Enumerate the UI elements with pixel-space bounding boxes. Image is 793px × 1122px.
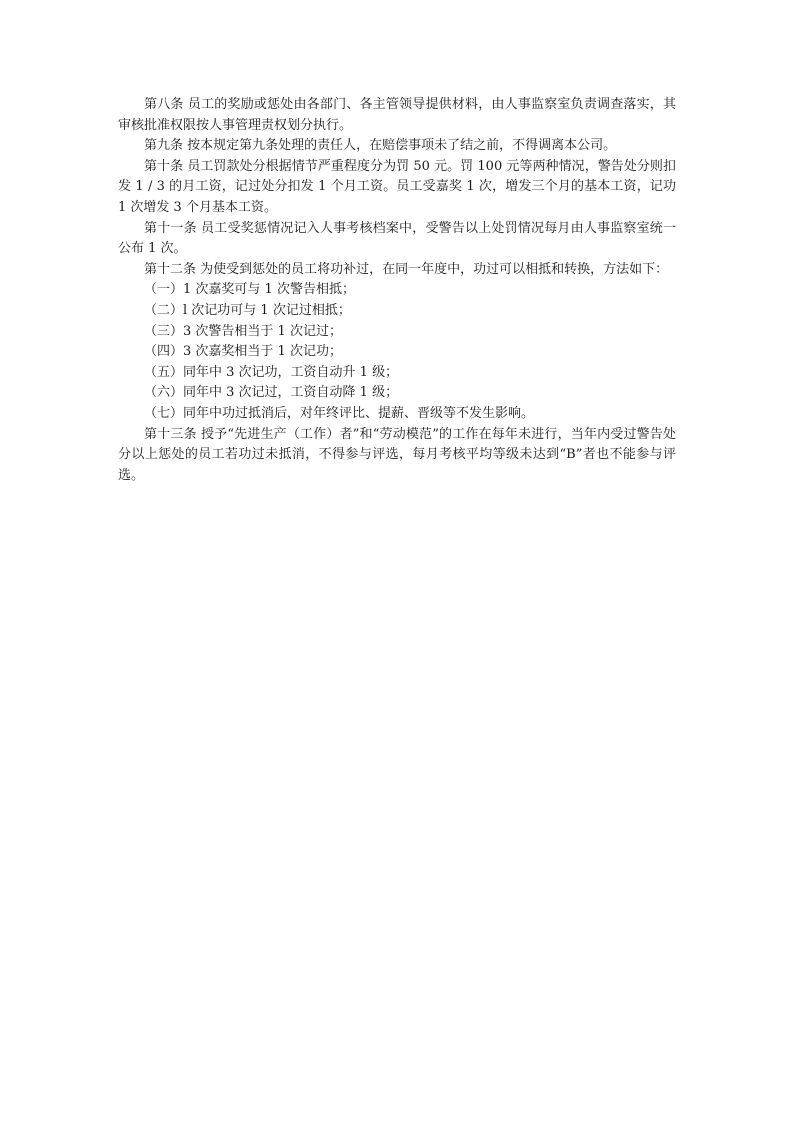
list-item-7: （七）同年中功过抵消后，对年终评比、提薪、晋级等不发生影响。 <box>144 405 535 421</box>
article-13-paragraph: 第十三条 授予“先进生产（工作）者”和“劳动模范”的工作在每年未进行，当年内受过警告处分以上惩处的员工若功过未抵消，不得参与评选，每月考核平均等级未达到“B”者也不能参与评选。 <box>118 426 676 483</box>
list-item-5: （五）同年中 3 次记功，工资自动升 1 级； <box>144 364 399 380</box>
list-item-3: （三）3 次警告相当于 1 次记过； <box>144 323 342 339</box>
article-12-paragraph: 第十二条 为使受到惩处的员工将功补过，在同一年度中，功过可以相抵和转换，方法如下： <box>144 261 669 277</box>
list-item-1: （一）1 次嘉奖可与 1 次警告相抵； <box>144 282 355 298</box>
list-item-4: （四）3 次嘉奖相当于 1 次记功； <box>144 344 342 360</box>
article-10-paragraph: 第十条 员工罚款处分根据情节严重程度分为罚 50 元。罚 100 元等两种情况，警告处分则扣发 1 / 3 的月工资，记过处分扣发 1 个月工资。员工受嘉奖 1 次，增发三个月的基本工资，记功 1 次增发 3 个月基本工资。 <box>118 158 676 215</box>
article-11-paragraph: 第十一条 员工受奖惩情况记入人事考核档案中，受警告以上处罚情况每月由人事监察室统一公布 1 次。 <box>118 220 676 257</box>
list-item-6: （六）同年中 3 次记过，工资自动降 1 级； <box>144 385 399 401</box>
document-body <box>118 95 676 486</box>
article-9-paragraph: 第九条 按本规定第九条处理的责任人，在赔偿事项未了结之前，不得调离本公司。 <box>144 138 617 154</box>
article-8-paragraph: 第八条 员工的奖励或惩处由各部门、各主管领导提供材料，由人事监察室负责调查落实，其审核批准权限按人事管理责权划分执行。 <box>118 97 676 133</box>
list-item-2: （二）l 次记功可与 1 次记过相抵； <box>144 302 351 318</box>
